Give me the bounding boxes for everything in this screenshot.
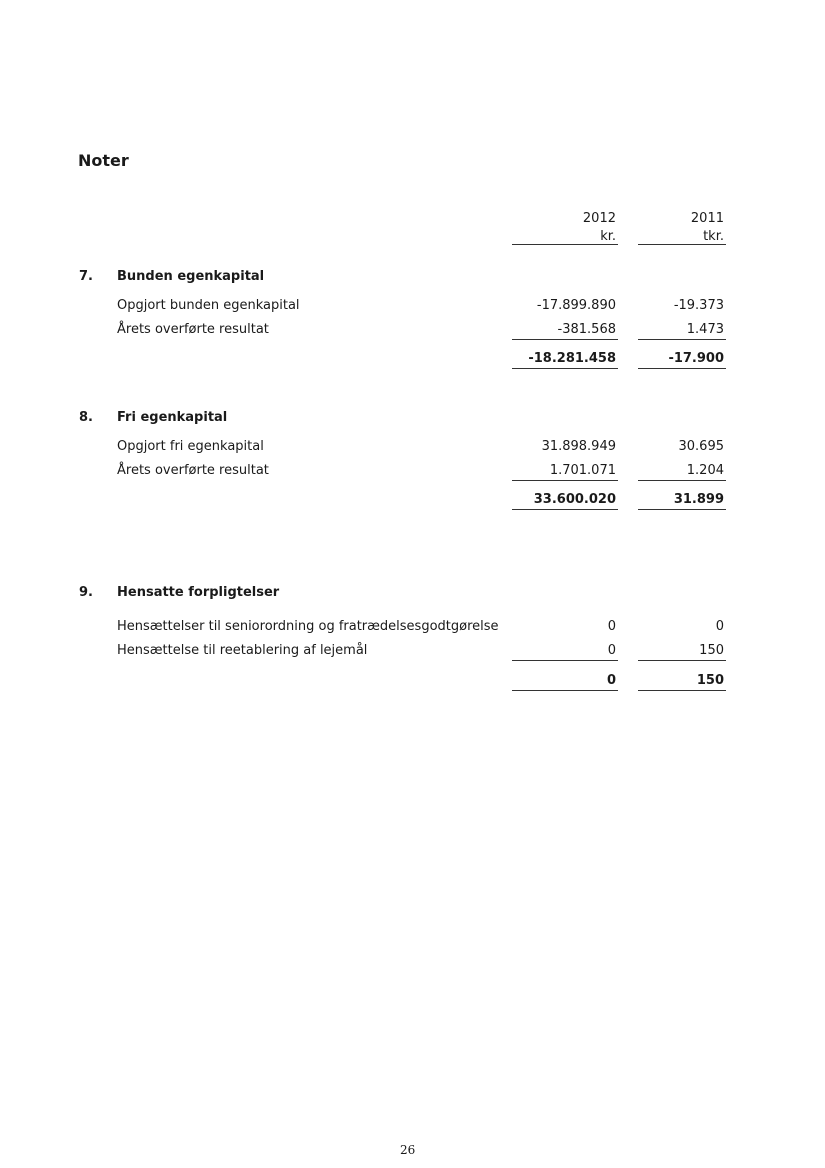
header-rule-2011 [638,244,726,245]
note-9-title: Hensatte forpligtelser [117,585,280,600]
note-8-subtotal-rule-2012 [512,480,618,481]
note-8-row-2-label: Årets overførte resultat [117,463,269,478]
note-8-row-1-2012: 31.898.949 [541,439,616,454]
note-7-row-1-label: Opgjort bunden egenkapital [117,298,300,313]
note-8-row-2-2011: 1.204 [686,463,724,478]
note-7-row-2-2012: -381.568 [557,322,616,337]
note-9-row-1-2012: 0 [607,619,616,634]
note-8-row-2-2012: 1.701.071 [549,463,616,478]
col-2011-unit: tkr. [703,229,724,244]
note-9-total-rule-2012 [512,690,618,691]
note-8-total-2012: 33.600.020 [533,492,616,507]
page-number: 26 [400,1143,416,1157]
note-9-row-1-2011: 0 [715,619,724,634]
note-9-total-2012: 0 [606,673,616,688]
page-title: Noter [78,151,129,170]
note-7-subtotal-rule-2011 [638,339,726,340]
note-8-row-1-label: Opgjort fri egenkapital [117,439,264,454]
note-8-number: 8. [79,410,93,425]
note-8-total-rule-2011 [638,509,726,510]
note-7-row-1-2012: -17.899.890 [536,298,616,313]
note-7-row-2-2011: 1.473 [686,322,724,337]
note-9-row-2-2012: 0 [607,643,616,658]
col-2011-year: 2011 [690,211,724,226]
note-9-total-2011: 150 [696,673,724,688]
note-9-number: 9. [79,585,93,600]
col-2012-unit: kr. [600,229,616,244]
note-7-row-1-2011: -19.373 [673,298,724,313]
note-7-subtotal-rule-2012 [512,339,618,340]
note-8-total-2011: 31.899 [673,492,724,507]
note-8-row-1-2011: 30.695 [678,439,724,454]
col-2012-year: 2012 [582,211,616,226]
note-7-number: 7. [79,269,93,284]
note-8-total-rule-2012 [512,509,618,510]
note-8-title: Fri egenkapital [117,410,228,425]
note-7-total-rule-2012 [512,368,618,369]
header-rule-2012 [512,244,618,245]
note-7-title: Bunden egenkapital [117,269,265,284]
note-7-row-2-label: Årets overførte resultat [117,322,269,337]
note-9-subtotal-rule-2011 [638,660,726,661]
note-9-subtotal-rule-2012 [512,660,618,661]
note-7-total-rule-2011 [638,368,726,369]
note-7-total-2012: -18.281.458 [528,351,616,366]
note-9-row-1-label: Hensættelser til seniorordning og fratrædelsesgodtgørelse [117,619,499,634]
note-8-subtotal-rule-2011 [638,480,726,481]
note-9-total-rule-2011 [638,690,726,691]
note-7-total-2011: -17.900 [668,351,724,366]
note-9-row-2-label: Hensættelse til reetablering af lejemål [117,643,368,658]
note-9-row-2-2011: 150 [699,643,724,658]
